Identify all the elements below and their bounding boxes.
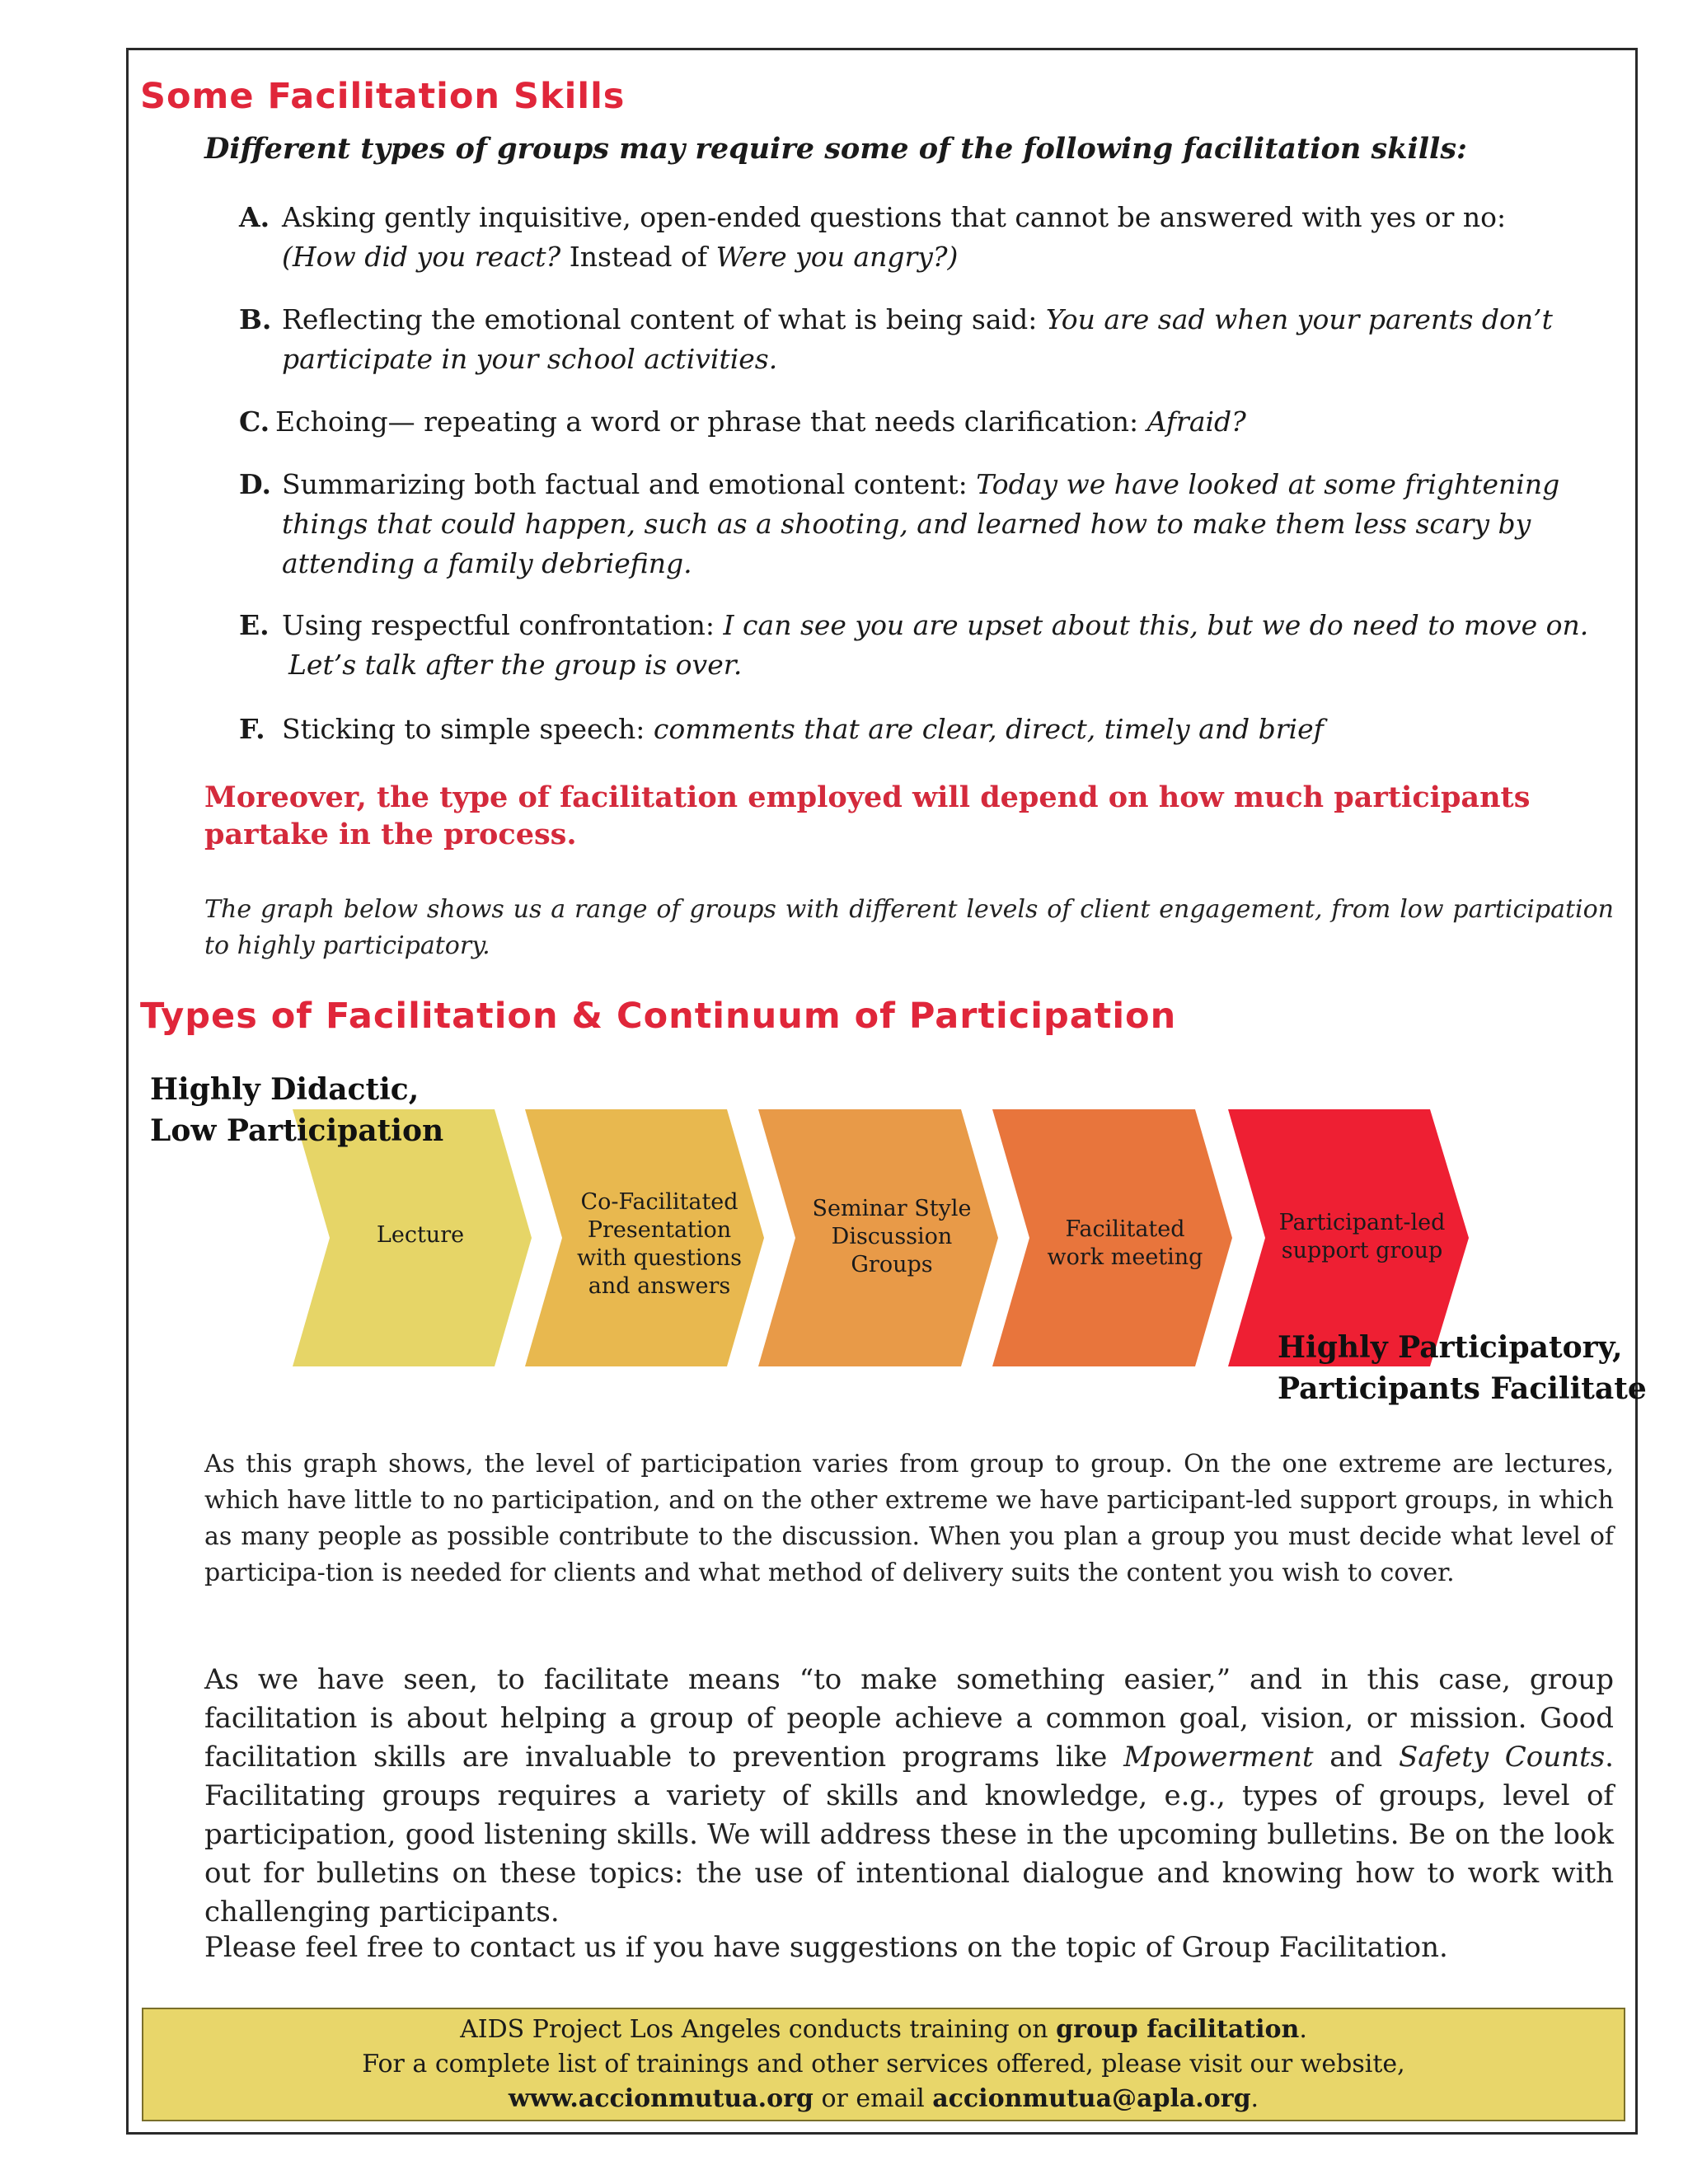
para-text: As we have seen, to facilitate means “to make something easier,” and in this case, group facilitation is about helping a group of people achieve a common goal, vision, or mission. Good facilitation skills are invaluable to prevention programs like: [204, 1663, 1614, 1774]
item-letter: E.: [239, 609, 270, 641]
low-label-line-1: Highly Didactic,: [150, 1072, 420, 1107]
stage-line: Co-Facilitated: [580, 1189, 738, 1215]
footer-info-box: [142, 2008, 1625, 2121]
stage-line: work meeting: [1047, 1244, 1203, 1270]
footer-text: .: [1299, 2015, 1307, 2044]
item-letter: D.: [239, 468, 271, 500]
stage-line: support group: [1281, 1238, 1443, 1263]
stage-line: Groups: [851, 1252, 933, 1277]
footer-emphasis: group facilitation: [1056, 2015, 1300, 2044]
stage-line: Presentation: [587, 1217, 732, 1243]
footer-line-1: [143, 2013, 1624, 2047]
graph-explanation-paragraph: As this graph shows, the level of participation varies from group to group. On the one extreme are lectures, which have little to no participation, and on the other extreme we have participant-led support groups, in which as many people as possible contribute to the discussion. When you plan a group you must decide what level of participa-tion is needed for clients and what method of delivery suits the content you wish to cover.: [204, 1450, 1614, 1587]
item-example-2: Were you angry?): [715, 241, 959, 273]
item-letter: F.: [239, 713, 265, 745]
stage-line: Participant-led: [1278, 1210, 1446, 1235]
item-example: I can see you are upset about this, but we do need to move on.: [723, 609, 1589, 641]
item-example: You are sad when your parents don’t participate in your school activities.: [282, 303, 1553, 375]
item-text: Reflecting the emotional content of what is being said:: [282, 303, 1046, 335]
para-text: and: [1313, 1741, 1399, 1774]
email-link[interactable]: accionmutua@apla.org: [932, 2084, 1251, 2113]
stage-line: and answers: [588, 1273, 731, 1299]
stage-line: Discussion: [831, 1224, 953, 1249]
item-example-2: Let’s talk after the group is over.: [288, 649, 743, 681]
footer-text: AIDS Project Los Angeles conducts training on: [460, 2015, 1057, 2044]
skills-intro: Different types of groups may require some of the following facilitation skills:: [204, 132, 1467, 166]
item-example: Afraid?: [1146, 405, 1246, 438]
stage-line: Facilitated: [1065, 1216, 1185, 1242]
para-text: . Facilitating groups requires a variety of skills and knowledge, e.g., types of groups, level of participation, good listening skills. We will address these in the upcoming bulletins. Be on the look out for bulletins on these topics: the use of intentional dialogue and knowing how to work with challenging participants.: [204, 1741, 1614, 1929]
item-text: Using respectful confrontation:: [282, 609, 724, 641]
item-letter: C.: [239, 405, 270, 438]
stage-label-lecture: [346, 1221, 495, 1249]
high-label-line-1: Highly Participatory,: [1278, 1330, 1623, 1365]
stage-label-facilitated-meeting: [1026, 1216, 1224, 1272]
high-participation-label: [1278, 1327, 1647, 1409]
stage-label-seminar: [793, 1195, 991, 1279]
item-text: Sticking to simple speech:: [282, 713, 654, 745]
facilitation-summary-paragraph: [204, 1661, 1614, 1932]
stage-label-co-facilitated: [560, 1188, 758, 1301]
item-letter: B.: [239, 303, 272, 335]
item-text: Echoing— repeating a word or phrase that needs clarification:: [275, 405, 1147, 438]
item-text-mid: Instead of: [560, 241, 716, 273]
item-letter: A.: [239, 201, 270, 233]
section-title-continuum: Types of Facilitation & Continuum of Participation: [140, 996, 1177, 1037]
footer-line-3: [143, 2082, 1624, 2116]
graph-intro: The graph below shows us a range of groups with different levels of client engagement, from low participation to highly participatory.: [204, 895, 1614, 960]
contact-paragraph: Please feel free to contact us if you have suggestions on the topic of Group Facilitation.: [204, 1931, 1448, 1964]
stage-line: Lecture: [376, 1222, 465, 1248]
item-example: Today we have looked at some frightening things that could happen, such as a shooting, and learned how to make them less scary by attending a family debriefing.: [282, 468, 1560, 579]
section-title-facilitation-skills: Some Facilitation Skills: [140, 76, 626, 117]
stage-line: with questions: [576, 1245, 743, 1271]
item-example: (How did you react?: [282, 241, 561, 273]
program-name-mpowerment: Mpowerment: [1123, 1741, 1314, 1774]
highlight-statement: Moreover, the type of facilitation employed will depend on how much participants partake in the process.: [204, 780, 1531, 851]
footer-line-2: For a complete list of trainings and other services offered, please visit our website,: [362, 2050, 1405, 2079]
high-label-line-2: Participants Facilitate: [1278, 1371, 1647, 1406]
item-text: Summarizing both factual and emotional content:: [282, 468, 977, 500]
stage-label-participant-led: [1261, 1209, 1463, 1265]
program-name-safety-counts: Safety Counts: [1398, 1741, 1606, 1774]
item-example: comments that are clear, direct, timely and brief: [653, 713, 1324, 745]
item-text: Asking gently inquisitive, open-ended questions that cannot be answered with yes or no:: [282, 201, 1507, 233]
low-label-line-2: Low Participation: [150, 1113, 444, 1148]
footer-text: or email: [813, 2084, 933, 2113]
low-participation-label: [150, 1069, 443, 1151]
website-link[interactable]: www.accionmutua.org: [508, 2084, 814, 2113]
footer-text: .: [1250, 2084, 1259, 2113]
stage-line: Seminar Style: [812, 1196, 972, 1221]
